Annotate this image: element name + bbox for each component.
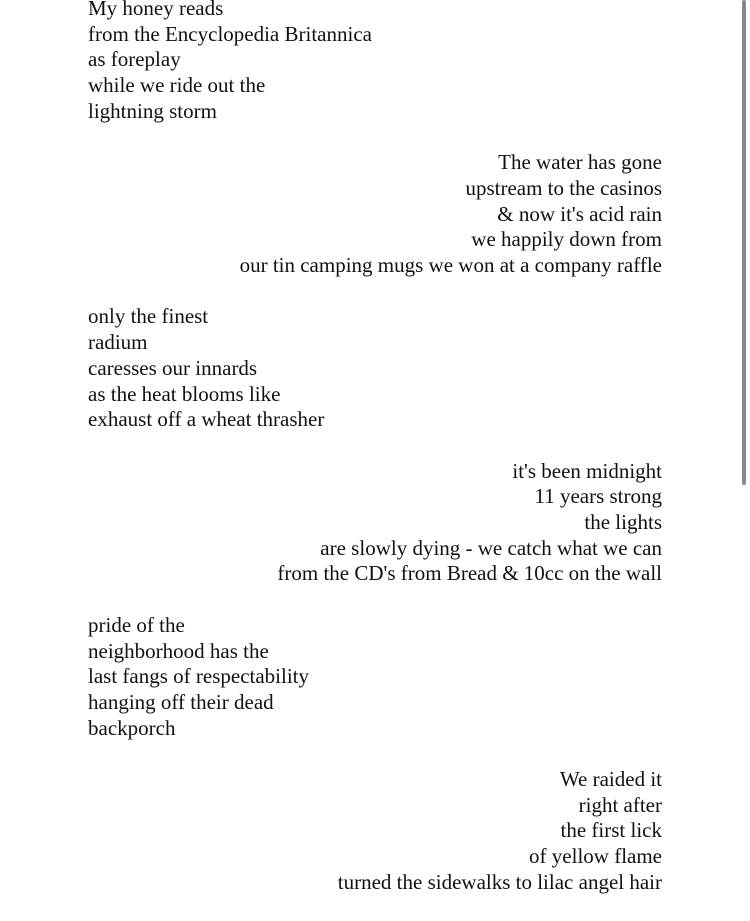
poem-line: My honey reads [88, 0, 224, 20]
poem-line: from the CD's from Bread & 10cc on the wall [277, 561, 662, 586]
poem-line: pride of the [88, 612, 185, 637]
stanza-3 [88, 304, 662, 433]
poem-line: as the heat blooms like [88, 381, 281, 406]
poem-line: lightning storm [88, 98, 217, 123]
poem-line: upstream to the casinos [465, 175, 662, 200]
poem-line: 11 years strong [534, 484, 662, 509]
poem-line: last fangs of respectability [88, 664, 310, 689]
stanza-5 [88, 613, 662, 742]
poem-line: from the Encyclopedia Britannica [88, 21, 372, 46]
poem-line: only the finest [88, 304, 209, 329]
stanza-6 [88, 767, 662, 896]
poem-line: our tin camping mugs we won at a company raffle [239, 253, 662, 278]
poem-line: The water has gone [498, 150, 662, 175]
poem-line: while we ride out the [88, 73, 266, 98]
poem-line: exhaust off a wheat thrasher [88, 407, 325, 432]
stanza-2 [88, 150, 662, 279]
poem-line: the first lick [560, 818, 662, 843]
poem-line: it's been midnight [512, 458, 662, 483]
stanza-1 [88, 0, 662, 125]
poem-line: & now it's acid rain [497, 201, 662, 226]
poem-line: neighborhood has the [88, 638, 269, 663]
poem-line: backporch [88, 715, 176, 740]
poem-line: are slowly dying - we catch what we can [320, 535, 662, 560]
poem-line: the lights [584, 510, 662, 535]
poem-line: of yellow flame [529, 844, 662, 869]
stanza-4 [88, 459, 662, 588]
poem-line: we happily down from [471, 227, 662, 252]
poem-line: hanging off their dead [88, 689, 274, 714]
poem-line: turned the sidewalks to lilac angel hair [337, 869, 662, 894]
poem-line: radium [88, 330, 148, 355]
poem-line: caresses our innards [88, 355, 258, 380]
poem-line: We raided it [559, 767, 662, 792]
poem-line: as foreplay [88, 47, 181, 72]
poem-line: right after [578, 792, 662, 817]
vertical-scrollbar[interactable] [742, 0, 746, 485]
poem-body [88, 0, 662, 921]
